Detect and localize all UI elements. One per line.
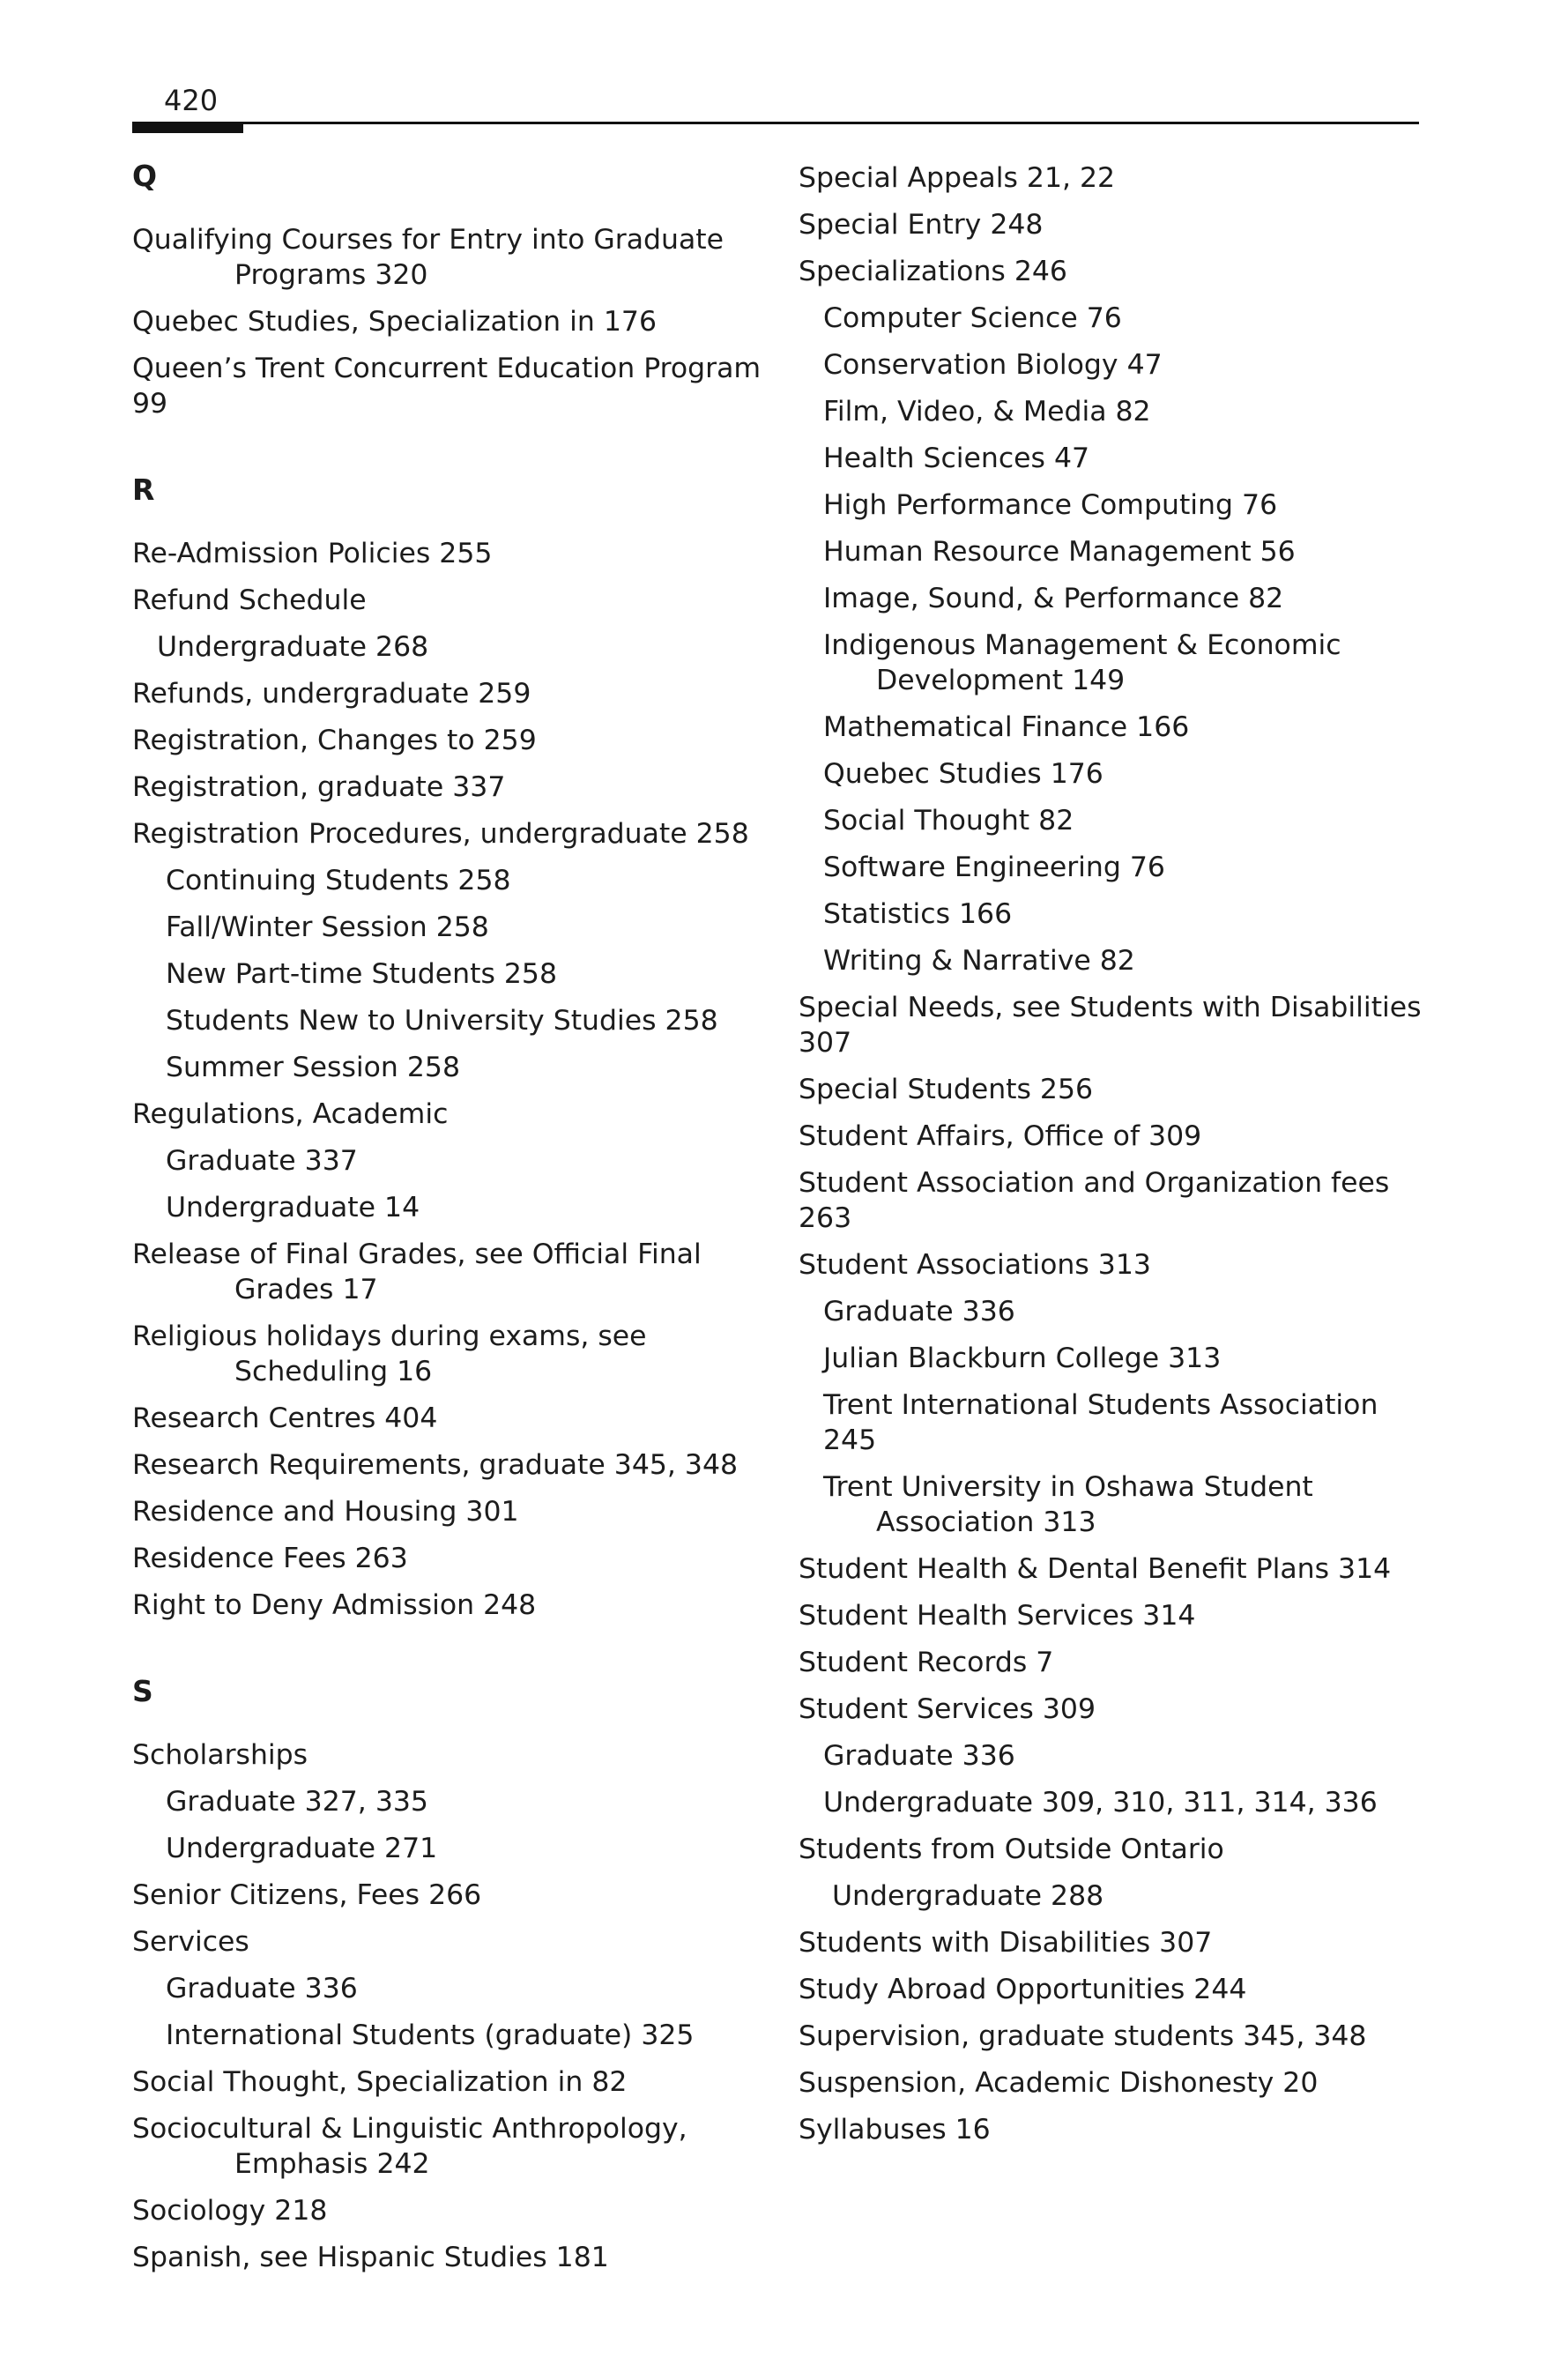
index-subentry: International Students (graduate) 325 bbox=[166, 2019, 695, 2051]
index-entry: Sociology 218 bbox=[132, 2195, 328, 2227]
index-entry: Registration, graduate 337 bbox=[132, 771, 506, 803]
index-subentry: High Performance Computing 76 bbox=[823, 489, 1278, 521]
index-entry: Student Health Services 314 bbox=[799, 1600, 1196, 1632]
index-entry: Qualifying Courses for Entry into Graduate Programs 320 bbox=[132, 224, 724, 291]
index-entry: Specializations 246 bbox=[799, 256, 1067, 287]
index-subentry: Graduate 327, 335 bbox=[166, 1786, 428, 1818]
index-entry: Student Services 309 bbox=[799, 1693, 1096, 1725]
index-subentry: Summer Session 258 bbox=[166, 1052, 460, 1083]
index-entry: Sociocultural & Linguistic Anthropology, Emphasis 242 bbox=[132, 2113, 687, 2180]
index-entry: Release of Final Grades, see Official Final Grades 17 bbox=[132, 1238, 702, 1305]
index-column-right bbox=[799, 159, 1424, 2159]
index-subentry: Graduate 336 bbox=[823, 1296, 1015, 1328]
index-subentry: Health Sciences 47 bbox=[823, 443, 1090, 474]
index-subentry: Trent International Students Association 245 bbox=[823, 1389, 1378, 1456]
index-column-left bbox=[132, 159, 767, 2287]
index-entry: Scholarships bbox=[132, 1739, 308, 1771]
index-subentry: Conservation Biology 47 bbox=[823, 349, 1163, 381]
index-entry: Student Associations 313 bbox=[799, 1249, 1151, 1281]
index-entry: Syllabuses 16 bbox=[799, 2114, 991, 2146]
index-entry: Student Affairs, Office of 309 bbox=[799, 1120, 1202, 1152]
index-subentry: Students New to University Studies 258 bbox=[166, 1005, 718, 1037]
index-list bbox=[132, 1737, 767, 2275]
header-rule-tab bbox=[132, 124, 243, 133]
index-section-s bbox=[132, 1674, 767, 2275]
index-subentry: Mathematical Finance 166 bbox=[823, 711, 1190, 743]
index-subentry: New Part-time Students 258 bbox=[166, 958, 557, 990]
index-entry: Refunds, undergraduate 259 bbox=[132, 678, 531, 710]
index-subentry: Writing & Narrative 82 bbox=[823, 945, 1135, 977]
index-entry: Religious holidays during exams, see Scheduling 16 bbox=[132, 1320, 647, 1387]
index-list bbox=[799, 160, 1424, 2147]
section-letter: S bbox=[132, 1674, 153, 1708]
index-entry: Research Centres 404 bbox=[132, 1402, 438, 1434]
index-subentry: Graduate 337 bbox=[166, 1145, 358, 1177]
index-entry: Regulations, Academic bbox=[132, 1098, 449, 1130]
index-entry: Right to Deny Admission 248 bbox=[132, 1589, 537, 1621]
index-subentry: Undergraduate 271 bbox=[166, 1833, 438, 1864]
section-letter: R bbox=[132, 472, 155, 507]
index-entry: Student Health & Dental Benefit Plans 314 bbox=[799, 1553, 1392, 1585]
index-entry: Special Needs, see Students with Disabilities 307 bbox=[799, 992, 1422, 1059]
index-entry: Special Entry 248 bbox=[799, 209, 1044, 241]
index-subentry: Film, Video, & Media 82 bbox=[823, 396, 1151, 428]
index-entry: Research Requirements, graduate 345, 348 bbox=[132, 1449, 739, 1481]
index-subentry: Undergraduate 288 bbox=[832, 1880, 1104, 1912]
index-entry: Senior Citizens, Fees 266 bbox=[132, 1879, 482, 1911]
index-entry: Residence and Housing 301 bbox=[132, 1496, 519, 1528]
index-entry: Registration, Changes to 259 bbox=[132, 725, 537, 756]
index-entry: Study Abroad Opportunities 244 bbox=[799, 1974, 1247, 2005]
index-entry: Queen’s Trent Concurrent Education Program 99 bbox=[132, 353, 762, 420]
index-subentry: Social Thought 82 bbox=[823, 805, 1074, 837]
index-entry: Supervision, graduate students 345, 348 bbox=[799, 2020, 1367, 2052]
index-section-r bbox=[132, 472, 767, 1623]
index-entry: Residence Fees 263 bbox=[132, 1543, 408, 1574]
page-number: 420 bbox=[164, 84, 219, 117]
index-entry: Services bbox=[132, 1926, 249, 1958]
header-rule bbox=[132, 122, 1419, 124]
index-subentry: Human Resource Management 56 bbox=[823, 536, 1296, 568]
index-subentry: Statistics 166 bbox=[823, 898, 1013, 930]
index-entry: Students from Outside Ontario bbox=[799, 1833, 1224, 1865]
index-entry: Registration Procedures, undergraduate 258 bbox=[132, 818, 749, 850]
index-subentry: Fall/Winter Session 258 bbox=[166, 911, 489, 943]
index-subentry: Trent University in Oshawa Student Association 313 bbox=[823, 1471, 1313, 1538]
index-subentry: Continuing Students 258 bbox=[166, 865, 511, 896]
index-subentry: Indigenous Management & Economic Development 149 bbox=[823, 629, 1341, 696]
index-entry: Suspension, Academic Dishonesty 20 bbox=[799, 2067, 1319, 2099]
index-subentry: Julian Blackburn College 313 bbox=[823, 1342, 1222, 1374]
section-letter: Q bbox=[132, 159, 158, 193]
index-entry: Quebec Studies, Specialization in 176 bbox=[132, 306, 658, 338]
index-subentry: Image, Sound, & Performance 82 bbox=[823, 583, 1284, 614]
index-list bbox=[132, 536, 767, 1623]
index-entry: Re-Admission Policies 255 bbox=[132, 538, 493, 569]
index-subentry: Undergraduate 309, 310, 311, 314, 336 bbox=[823, 1787, 1378, 1818]
index-entry: Special Appeals 21, 22 bbox=[799, 162, 1116, 194]
index-subentry: Undergraduate 14 bbox=[166, 1192, 420, 1223]
index-subentry: Graduate 336 bbox=[823, 1740, 1015, 1772]
index-subentry: Quebec Studies 176 bbox=[823, 758, 1103, 790]
index-entry: Special Students 256 bbox=[799, 1074, 1094, 1105]
index-list bbox=[132, 222, 767, 421]
index-subentry: Undergraduate 268 bbox=[157, 631, 429, 663]
index-entry: Social Thought, Specialization in 82 bbox=[132, 2066, 628, 2098]
index-entry: Students with Disabilities 307 bbox=[799, 1927, 1213, 1959]
index-entry: Spanish, see Hispanic Studies 181 bbox=[132, 2242, 609, 2273]
index-subentry: Computer Science 76 bbox=[823, 302, 1122, 334]
index-subentry: Graduate 336 bbox=[166, 1973, 358, 2004]
index-subentry: Software Engineering 76 bbox=[823, 852, 1165, 883]
index-entry: Refund Schedule bbox=[132, 584, 367, 616]
index-entry: Student Association and Organization fees 263 bbox=[799, 1167, 1390, 1234]
index-entry: Student Records 7 bbox=[799, 1647, 1054, 1678]
index-section-q bbox=[132, 159, 767, 421]
